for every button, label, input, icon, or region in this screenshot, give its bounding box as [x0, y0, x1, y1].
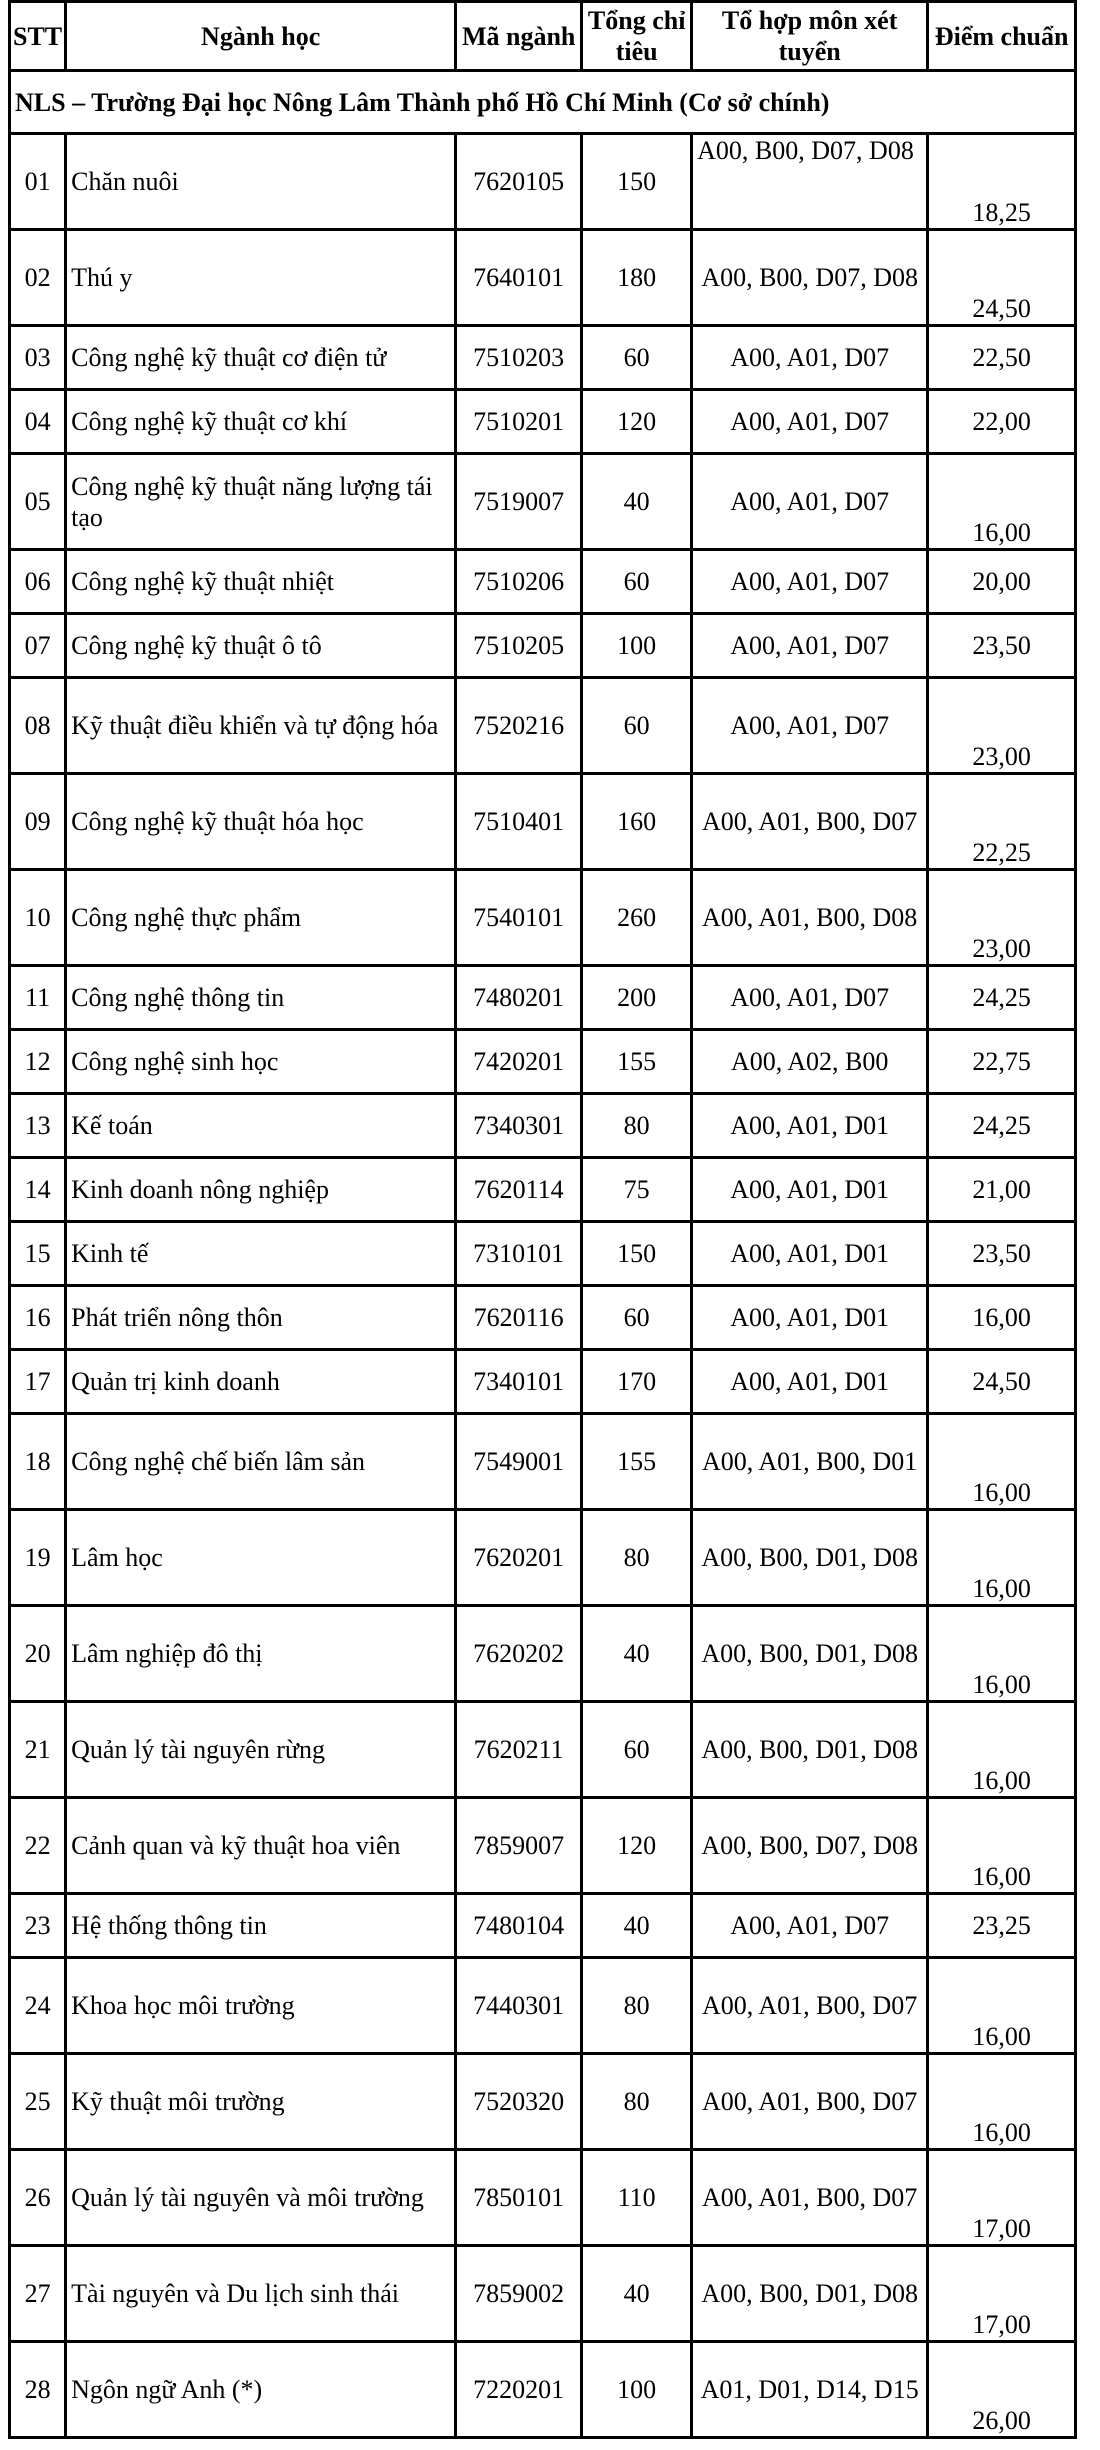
row-subject-combination: A00, A01, D01	[692, 1222, 928, 1286]
row-stt: 22	[10, 1798, 66, 1894]
row-major-code: 7520216	[456, 678, 582, 774]
row-benchmark-score: 20,00	[928, 550, 1076, 614]
row-benchmark-score: 16,00	[928, 1286, 1076, 1350]
row-quota: 40	[582, 454, 692, 550]
row-benchmark-score: 16,00	[928, 2054, 1076, 2150]
row-quota: 260	[582, 870, 692, 966]
table-row	[10, 2054, 1076, 2150]
row-benchmark-score: 16,00	[928, 1702, 1076, 1798]
table-row	[10, 1158, 1076, 1222]
row-quota: 40	[582, 1894, 692, 1958]
row-quota: 80	[582, 1094, 692, 1158]
row-quota: 80	[582, 1958, 692, 2054]
row-quota: 60	[582, 678, 692, 774]
row-major-code: 7510401	[456, 774, 582, 870]
row-stt: 24	[10, 1958, 66, 2054]
row-subject-combination: A00, B00, D07, D08	[692, 1798, 928, 1894]
row-major-name: Tài nguyên và Du lịch sinh thái	[66, 2246, 456, 2342]
row-subject-combination: A00, A01, B00, D01	[692, 1414, 928, 1510]
header-subject-combination: Tổ hợp môn xét tuyển	[692, 2, 928, 71]
table-row	[10, 454, 1076, 550]
row-benchmark-score: 22,50	[928, 326, 1076, 390]
table-body	[10, 71, 1076, 2438]
row-quota: 160	[582, 774, 692, 870]
row-major-name: Công nghệ thông tin	[66, 966, 456, 1030]
table-row	[10, 230, 1076, 326]
row-benchmark-score: 24,25	[928, 1094, 1076, 1158]
row-major-code: 7520320	[456, 2054, 582, 2150]
row-major-name: Quản lý tài nguyên rừng	[66, 1702, 456, 1798]
row-major-name: Kỹ thuật điều khiển và tự động hóa	[66, 678, 456, 774]
row-subject-combination: A00, B00, D01, D08	[692, 1606, 928, 1702]
row-benchmark-score: 22,00	[928, 390, 1076, 454]
row-benchmark-score: 23,50	[928, 614, 1076, 678]
row-stt: 12	[10, 1030, 66, 1094]
row-benchmark-score: 23,00	[928, 678, 1076, 774]
section-title: NLS – Trường Đại học Nông Lâm Thành phố Hồ Chí Minh (Cơ sở chính)	[10, 71, 1076, 134]
row-quota: 180	[582, 230, 692, 326]
row-stt: 27	[10, 2246, 66, 2342]
row-major-code: 7620105	[456, 134, 582, 230]
row-major-name: Công nghệ kỹ thuật hóa học	[66, 774, 456, 870]
header-benchmark-score: Điểm chuẩn	[928, 2, 1076, 71]
table-row	[10, 1798, 1076, 1894]
row-quota: 170	[582, 1350, 692, 1414]
table-row	[10, 1414, 1076, 1510]
row-subject-combination: A00, A01, D07	[692, 678, 928, 774]
row-stt: 17	[10, 1350, 66, 1414]
row-stt: 25	[10, 2054, 66, 2150]
row-major-code: 7850101	[456, 2150, 582, 2246]
row-stt: 04	[10, 390, 66, 454]
header-quota: Tổng chỉ tiêu	[582, 2, 692, 71]
row-benchmark-score: 18,25	[928, 134, 1076, 230]
row-quota: 155	[582, 1030, 692, 1094]
row-stt: 26	[10, 2150, 66, 2246]
row-subject-combination: A00, A01, D07	[692, 550, 928, 614]
row-major-name: Phát triển nông thôn	[66, 1286, 456, 1350]
row-major-name: Kinh tế	[66, 1222, 456, 1286]
table-row	[10, 1894, 1076, 1958]
row-stt: 23	[10, 1894, 66, 1958]
row-major-code: 7620201	[456, 1510, 582, 1606]
row-stt: 28	[10, 2342, 66, 2438]
row-quota: 40	[582, 1606, 692, 1702]
row-major-code: 7510205	[456, 614, 582, 678]
table-row	[10, 1286, 1076, 1350]
row-quota: 150	[582, 1222, 692, 1286]
row-stt: 05	[10, 454, 66, 550]
header-major-name: Ngành học	[66, 2, 456, 71]
row-benchmark-score: 16,00	[928, 1798, 1076, 1894]
row-subject-combination: A00, A01, D07	[692, 614, 928, 678]
row-benchmark-score: 17,00	[928, 2150, 1076, 2246]
row-major-name: Hệ thống thông tin	[66, 1894, 456, 1958]
table-row	[10, 1094, 1076, 1158]
row-quota: 100	[582, 614, 692, 678]
row-stt: 13	[10, 1094, 66, 1158]
row-quota: 60	[582, 1286, 692, 1350]
row-benchmark-score: 22,25	[928, 774, 1076, 870]
row-major-code: 7510203	[456, 326, 582, 390]
row-quota: 80	[582, 2054, 692, 2150]
row-major-code: 7480104	[456, 1894, 582, 1958]
row-major-name: Lâm nghiệp đô thị	[66, 1606, 456, 1702]
table-row	[10, 1222, 1076, 1286]
row-stt: 14	[10, 1158, 66, 1222]
row-stt: 20	[10, 1606, 66, 1702]
table-row	[10, 1350, 1076, 1414]
row-major-name: Chăn nuôi	[66, 134, 456, 230]
row-major-code: 7519007	[456, 454, 582, 550]
table-row	[10, 1958, 1076, 2054]
row-major-name: Công nghệ sinh học	[66, 1030, 456, 1094]
row-stt: 06	[10, 550, 66, 614]
row-quota: 120	[582, 390, 692, 454]
row-major-code: 7340101	[456, 1350, 582, 1414]
table-row	[10, 550, 1076, 614]
row-stt: 02	[10, 230, 66, 326]
row-benchmark-score: 24,50	[928, 230, 1076, 326]
row-major-code: 7620114	[456, 1158, 582, 1222]
row-quota: 80	[582, 1510, 692, 1606]
table-row	[10, 390, 1076, 454]
row-subject-combination: A00, A01, B00, D07	[692, 2150, 928, 2246]
admission-score-table	[8, 0, 1077, 2439]
table-row	[10, 134, 1076, 230]
row-subject-combination: A00, B00, D01, D08	[692, 1702, 928, 1798]
row-major-name: Kinh doanh nông nghiệp	[66, 1158, 456, 1222]
row-subject-combination: A00, A01, B00, D08	[692, 870, 928, 966]
row-major-name: Công nghệ kỹ thuật nhiệt	[66, 550, 456, 614]
row-major-name: Khoa học môi trường	[66, 1958, 456, 2054]
row-major-code: 7620211	[456, 1702, 582, 1798]
row-major-code: 7310101	[456, 1222, 582, 1286]
header-stt: STT	[10, 2, 66, 71]
row-major-code: 7340301	[456, 1094, 582, 1158]
row-quota: 100	[582, 2342, 692, 2438]
row-subject-combination: A00, A01, B00, D07	[692, 1958, 928, 2054]
row-subject-combination: A00, A02, B00	[692, 1030, 928, 1094]
row-major-code: 7220201	[456, 2342, 582, 2438]
row-quota: 110	[582, 2150, 692, 2246]
row-subject-combination: A01, D01, D14, D15	[692, 2342, 928, 2438]
row-major-code: 7620202	[456, 1606, 582, 1702]
table-row	[10, 1030, 1076, 1094]
table-row	[10, 966, 1076, 1030]
table-row	[10, 1702, 1076, 1798]
row-quota: 60	[582, 326, 692, 390]
row-major-name: Công nghệ kỹ thuật năng lượng tái tạo	[66, 454, 456, 550]
row-major-code: 7859007	[456, 1798, 582, 1894]
row-benchmark-score: 23,25	[928, 1894, 1076, 1958]
row-subject-combination: A00, A01, D07	[692, 454, 928, 550]
row-major-code: 7549001	[456, 1414, 582, 1510]
row-quota: 40	[582, 2246, 692, 2342]
row-subject-combination: A00, B00, D01, D08	[692, 2246, 928, 2342]
row-major-name: Công nghệ chế biến lâm sản	[66, 1414, 456, 1510]
row-stt: 15	[10, 1222, 66, 1286]
row-subject-combination: A00, A01, D07	[692, 1894, 928, 1958]
row-quota: 155	[582, 1414, 692, 1510]
table-row	[10, 774, 1076, 870]
row-subject-combination: A00, B00, D01, D08	[692, 1510, 928, 1606]
row-major-code: 7620116	[456, 1286, 582, 1350]
table-row	[10, 2342, 1076, 2438]
row-major-code: 7640101	[456, 230, 582, 326]
row-stt: 11	[10, 966, 66, 1030]
row-major-name: Kế toán	[66, 1094, 456, 1158]
row-subject-combination: A00, A01, B00, D07	[692, 2054, 928, 2150]
row-major-code: 7440301	[456, 1958, 582, 2054]
row-benchmark-score: 24,25	[928, 966, 1076, 1030]
header-major-code: Mã ngành	[456, 2, 582, 71]
row-major-name: Quản lý tài nguyên và môi trường	[66, 2150, 456, 2246]
row-benchmark-score: 16,00	[928, 1606, 1076, 1702]
row-major-code: 7510206	[456, 550, 582, 614]
row-major-name: Lâm học	[66, 1510, 456, 1606]
row-major-code: 7480201	[456, 966, 582, 1030]
row-benchmark-score: 23,00	[928, 870, 1076, 966]
row-major-name: Công nghệ kỹ thuật cơ khí	[66, 390, 456, 454]
row-stt: 18	[10, 1414, 66, 1510]
row-major-name: Kỹ thuật môi trường	[66, 2054, 456, 2150]
row-major-code: 7420201	[456, 1030, 582, 1094]
row-major-name: Thú y	[66, 230, 456, 326]
row-major-code: 7859002	[456, 2246, 582, 2342]
table-row	[10, 1606, 1076, 1702]
row-benchmark-score: 22,75	[928, 1030, 1076, 1094]
row-major-code: 7510201	[456, 390, 582, 454]
row-major-name: Cảnh quan và kỹ thuật hoa viên	[66, 1798, 456, 1894]
row-stt: 08	[10, 678, 66, 774]
row-stt: 01	[10, 134, 66, 230]
row-major-name: Công nghệ kỹ thuật cơ điện tử	[66, 326, 456, 390]
row-major-name: Công nghệ kỹ thuật ô tô	[66, 614, 456, 678]
row-subject-combination: A00, B00, D07, D08	[692, 134, 928, 230]
row-subject-combination: A00, A01, D01	[692, 1286, 928, 1350]
row-subject-combination: A00, A01, B00, D07	[692, 774, 928, 870]
row-subject-combination: A00, B00, D07, D08	[692, 230, 928, 326]
row-major-name: Ngôn ngữ Anh (*)	[66, 2342, 456, 2438]
table-row	[10, 326, 1076, 390]
row-major-code: 7540101	[456, 870, 582, 966]
row-stt: 07	[10, 614, 66, 678]
row-major-name: Quản trị kinh doanh	[66, 1350, 456, 1414]
row-quota: 60	[582, 1702, 692, 1798]
row-stt: 19	[10, 1510, 66, 1606]
row-stt: 09	[10, 774, 66, 870]
row-subject-combination: A00, A01, D01	[692, 1350, 928, 1414]
row-stt: 10	[10, 870, 66, 966]
row-quota: 120	[582, 1798, 692, 1894]
row-subject-combination: A00, A01, D01	[692, 1094, 928, 1158]
row-major-name: Công nghệ thực phẩm	[66, 870, 456, 966]
row-benchmark-score: 24,50	[928, 1350, 1076, 1414]
row-quota: 200	[582, 966, 692, 1030]
row-subject-combination: A00, A01, D01	[692, 1158, 928, 1222]
row-subject-combination: A00, A01, D07	[692, 326, 928, 390]
row-benchmark-score: 16,00	[928, 1414, 1076, 1510]
row-benchmark-score: 26,00	[928, 2342, 1076, 2438]
table-row	[10, 870, 1076, 966]
row-quota: 75	[582, 1158, 692, 1222]
row-benchmark-score: 16,00	[928, 454, 1076, 550]
row-subject-combination: A00, A01, D07	[692, 966, 928, 1030]
table-row	[10, 614, 1076, 678]
row-benchmark-score: 16,00	[928, 1510, 1076, 1606]
header-row	[10, 2, 1076, 71]
table-row	[10, 2150, 1076, 2246]
row-quota: 60	[582, 550, 692, 614]
row-stt: 16	[10, 1286, 66, 1350]
row-subject-combination: A00, A01, D07	[692, 390, 928, 454]
row-benchmark-score: 16,00	[928, 1958, 1076, 2054]
table-row	[10, 678, 1076, 774]
row-quota: 150	[582, 134, 692, 230]
table-row	[10, 2246, 1076, 2342]
table-row	[10, 1510, 1076, 1606]
row-benchmark-score: 21,00	[928, 1158, 1076, 1222]
section-row	[10, 71, 1076, 134]
row-benchmark-score: 17,00	[928, 2246, 1076, 2342]
row-benchmark-score: 23,50	[928, 1222, 1076, 1286]
row-stt: 21	[10, 1702, 66, 1798]
row-stt: 03	[10, 326, 66, 390]
